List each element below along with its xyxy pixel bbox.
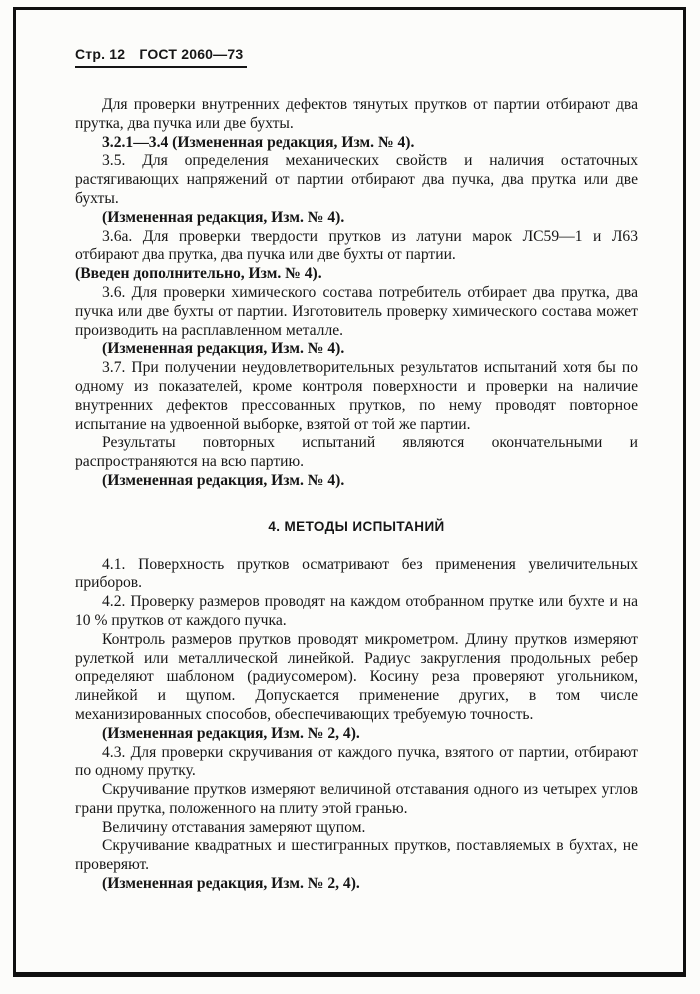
amendment-note: (Измененная редакция, Изм. № 2, 4).	[102, 724, 360, 742]
amendment-note: (Измененная редакция, Изм. № 2, 4).	[102, 875, 360, 893]
section-heading: 4. МЕТОДЫ ИСПЫТАНИЙ	[268, 518, 445, 534]
paragraph: 4.1. Поверхность прутков осматривают без применения увеличительных приборов.	[75, 555, 638, 592]
paragraph: Скручивание квадратных и шестигранных прутков, поставляемых в бухтах, не проверяют.	[75, 837, 638, 874]
amendment-note: (Измененная редакция, Изм. № 4).	[102, 340, 345, 358]
paragraph: 3.6а. Для проверки твердости прутков из латуни марок ЛС59—1 и Л63 отбирают два прутка, два пучка или две бухты от партии.	[75, 227, 638, 264]
amendment-note: 3.2.1—3.4 (Измененная редакция, Изм. № 4).	[102, 133, 415, 151]
amendment-note: (Введен дополнительно, Изм. № 4).	[75, 265, 322, 283]
document-body	[75, 96, 638, 894]
paragraph: Для проверки внутренних дефектов тянутых прутков от партии отбирают два прутка, два пучка или две бухты.	[75, 96, 638, 132]
paragraph: 3.5. Для определения механических свойств и наличия остаточных растягивающих напряжений от партии отбирают два пучка, два прутка или две бухты.	[75, 152, 638, 207]
paragraph: 4.3. Для проверки скручивания от каждого пучка, взятого от партии, отбирают по одному прутку.	[75, 743, 638, 780]
amendment-note: (Измененная редакция, Изм. № 4).	[102, 208, 345, 226]
running-head	[75, 46, 247, 68]
paragraph: Результаты повторных испытаний являются окончательными и распространяются на всю партию.	[75, 434, 638, 471]
paragraph: Скручивание прутков измеряют величиной отставания одного из четырех углов грани прутка, положенного на плиту этой гранью.	[75, 781, 638, 817]
page-number-label: Стр. 12	[75, 46, 126, 62]
paragraph: Величину отставания замеряют щупом.	[102, 818, 366, 836]
standard-number: ГОСТ 2060—73	[139, 46, 244, 62]
paragraph: 3.7. При получении неудовлетворительных результатов испытаний хотя бы по одному из показателей, кроме контроля поверхности и проверки на наличие внутренних дефектов прессованных прутков, по нему проводят повторное испытание на удвоенной выборке, взятой от той же партии.	[75, 359, 638, 433]
paragraph: 4.2. Проверку размеров проводят на каждом отобранном прутке или бухте и на 10 % прутков от каждого пучка.	[75, 593, 638, 629]
paragraph: 3.6. Для проверки химического состава потребитель отбирает два прутка, два пучка или две бухты от партии. Изготовитель проверку химического состава может производить на расплавленном металле.	[75, 283, 638, 339]
amendment-note: (Измененная редакция, Изм. № 4).	[102, 471, 345, 489]
paragraph: Контроль размеров прутков проводят микрометром. Длину прутков измеряют рулеткой или металлической линейкой. Радиус закругления продольных ребер определяют шаблоном (радиусомером). Косину реза проверяют угольником, линейкой и щупом. Допускается применение других, в том числе механизированных способов, обеспечивающих требуемую точность.	[75, 630, 638, 723]
page-header	[75, 46, 247, 68]
